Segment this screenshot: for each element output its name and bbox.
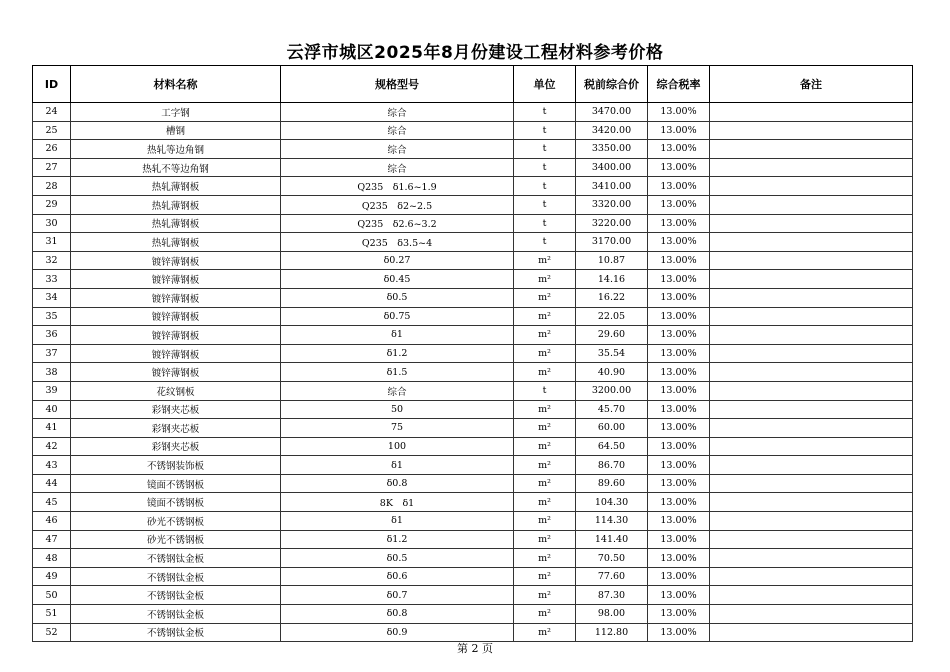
header-pre-tax-price: 税前综合价 [576, 66, 648, 103]
cell-id: 40 [33, 400, 71, 419]
cell-material-name: 镀锌薄钢板 [71, 270, 281, 289]
cell-unit: t [514, 195, 576, 214]
table-row [33, 214, 913, 233]
cell-unit: t [514, 158, 576, 177]
cell-pre-tax-price: 45.70 [576, 400, 648, 419]
cell-id: 52 [33, 623, 71, 642]
cell-spec-model: Q235 δ2~2.5 [281, 195, 514, 214]
cell-tax-rate: 13.00% [648, 456, 710, 475]
cell-spec-model: 75 [281, 419, 514, 438]
cell-unit: m² [514, 363, 576, 382]
cell-id: 35 [33, 307, 71, 326]
cell-pre-tax-price: 16.22 [576, 288, 648, 307]
table-row [33, 288, 913, 307]
cell-remarks [710, 326, 913, 345]
cell-id: 32 [33, 251, 71, 270]
cell-spec-model: Q235 δ3.5~4 [281, 233, 514, 252]
cell-pre-tax-price: 3320.00 [576, 195, 648, 214]
table-row [33, 419, 913, 438]
table-row [33, 307, 913, 326]
table-row [33, 158, 913, 177]
cell-unit: m² [514, 400, 576, 419]
cell-material-name: 热轧薄钢板 [71, 233, 281, 252]
cell-spec-model: Q235 δ2.6~3.2 [281, 214, 514, 233]
cell-id: 43 [33, 456, 71, 475]
cell-pre-tax-price: 64.50 [576, 437, 648, 456]
cell-tax-rate: 13.00% [648, 326, 710, 345]
table-row [33, 103, 913, 122]
cell-pre-tax-price: 14.16 [576, 270, 648, 289]
cell-material-name: 槽钢 [71, 121, 281, 140]
cell-material-name: 彩钢夹芯板 [71, 437, 281, 456]
table-row [33, 195, 913, 214]
table-row [33, 326, 913, 345]
cell-spec-model: Q235 δ1.6~1.9 [281, 177, 514, 196]
cell-pre-tax-price: 89.60 [576, 474, 648, 493]
cell-pre-tax-price: 3220.00 [576, 214, 648, 233]
cell-remarks [710, 605, 913, 624]
cell-spec-model: δ1 [281, 512, 514, 531]
cell-material-name: 热轧不等边角钢 [71, 158, 281, 177]
cell-remarks [710, 103, 913, 122]
cell-unit: m² [514, 586, 576, 605]
cell-tax-rate: 13.00% [648, 270, 710, 289]
cell-material-name: 砂光不锈钢板 [71, 512, 281, 531]
cell-unit: m² [514, 270, 576, 289]
cell-remarks [710, 493, 913, 512]
cell-unit: m² [514, 437, 576, 456]
cell-id: 30 [33, 214, 71, 233]
cell-unit: m² [514, 567, 576, 586]
header-tax-rate: 综合税率 [648, 66, 710, 103]
cell-material-name: 镀锌薄钢板 [71, 363, 281, 382]
page-number: 第 2 页 [457, 642, 493, 655]
cell-tax-rate: 13.00% [648, 605, 710, 624]
cell-id: 27 [33, 158, 71, 177]
cell-tax-rate: 13.00% [648, 158, 710, 177]
cell-pre-tax-price: 40.90 [576, 363, 648, 382]
cell-remarks [710, 195, 913, 214]
table-row [33, 140, 913, 159]
cell-remarks [710, 419, 913, 438]
cell-pre-tax-price: 22.05 [576, 307, 648, 326]
cell-spec-model: 综合 [281, 158, 514, 177]
cell-tax-rate: 13.00% [648, 437, 710, 456]
cell-unit: m² [514, 549, 576, 568]
table-row [33, 493, 913, 512]
header-material-name: 材料名称 [71, 66, 281, 103]
cell-tax-rate: 13.00% [648, 288, 710, 307]
cell-tax-rate: 13.00% [648, 512, 710, 531]
cell-spec-model: 综合 [281, 121, 514, 140]
cell-remarks [710, 251, 913, 270]
cell-material-name: 工字钢 [71, 103, 281, 122]
cell-spec-model: 综合 [281, 103, 514, 122]
cell-unit: m² [514, 512, 576, 531]
cell-material-name: 不锈钢钛金板 [71, 605, 281, 624]
cell-material-name: 镀锌薄钢板 [71, 307, 281, 326]
cell-remarks [710, 456, 913, 475]
table-row [33, 400, 913, 419]
cell-pre-tax-price: 70.50 [576, 549, 648, 568]
cell-material-name: 镀锌薄钢板 [71, 251, 281, 270]
cell-remarks [710, 437, 913, 456]
cell-pre-tax-price: 86.70 [576, 456, 648, 475]
cell-spec-model: δ1 [281, 456, 514, 475]
cell-tax-rate: 13.00% [648, 493, 710, 512]
cell-material-name: 热轧薄钢板 [71, 195, 281, 214]
cell-spec-model: 综合 [281, 140, 514, 159]
cell-spec-model: 8K δ1 [281, 493, 514, 512]
header-id: ID [33, 66, 71, 103]
cell-unit: m² [514, 326, 576, 345]
table-row [33, 605, 913, 624]
cell-id: 25 [33, 121, 71, 140]
cell-remarks [710, 474, 913, 493]
table-row [33, 177, 913, 196]
cell-remarks [710, 381, 913, 400]
cell-pre-tax-price: 29.60 [576, 326, 648, 345]
cell-unit: m² [514, 493, 576, 512]
cell-pre-tax-price: 114.30 [576, 512, 648, 531]
cell-pre-tax-price: 3420.00 [576, 121, 648, 140]
cell-id: 44 [33, 474, 71, 493]
table-row [33, 623, 913, 642]
cell-id: 26 [33, 140, 71, 159]
cell-spec-model: δ0.8 [281, 605, 514, 624]
cell-remarks [710, 307, 913, 326]
cell-material-name: 镀锌薄钢板 [71, 326, 281, 345]
cell-pre-tax-price: 87.30 [576, 586, 648, 605]
cell-unit: t [514, 140, 576, 159]
cell-id: 46 [33, 512, 71, 531]
cell-unit: m² [514, 605, 576, 624]
cell-id: 50 [33, 586, 71, 605]
cell-id: 51 [33, 605, 71, 624]
cell-remarks [710, 288, 913, 307]
cell-material-name: 热轧薄钢板 [71, 214, 281, 233]
cell-spec-model: 50 [281, 400, 514, 419]
cell-pre-tax-price: 3200.00 [576, 381, 648, 400]
cell-unit: m² [514, 419, 576, 438]
table-row [33, 363, 913, 382]
cell-unit: m² [514, 251, 576, 270]
cell-material-name: 不锈钢钛金板 [71, 623, 281, 642]
cell-tax-rate: 13.00% [648, 419, 710, 438]
cell-material-name: 热轧等边角钢 [71, 140, 281, 159]
cell-tax-rate: 13.00% [648, 251, 710, 270]
table-row [33, 381, 913, 400]
cell-id: 45 [33, 493, 71, 512]
cell-remarks [710, 586, 913, 605]
cell-tax-rate: 13.00% [648, 103, 710, 122]
cell-tax-rate: 13.00% [648, 214, 710, 233]
cell-spec-model: δ1.2 [281, 344, 514, 363]
table-row [33, 437, 913, 456]
cell-material-name: 不锈钢钛金板 [71, 549, 281, 568]
cell-pre-tax-price: 3170.00 [576, 233, 648, 252]
cell-unit: t [514, 233, 576, 252]
page-title: 云浮市城区2025年8月份建设工程材料参考价格 [286, 43, 664, 63]
cell-pre-tax-price: 3410.00 [576, 177, 648, 196]
cell-pre-tax-price: 60.00 [576, 419, 648, 438]
table-row [33, 586, 913, 605]
table-row [33, 251, 913, 270]
cell-material-name: 镀锌薄钢板 [71, 344, 281, 363]
cell-remarks [710, 344, 913, 363]
cell-id: 42 [33, 437, 71, 456]
table-row [33, 512, 913, 531]
cell-material-name: 不锈钢钛金板 [71, 586, 281, 605]
header-unit: 单位 [514, 66, 576, 103]
cell-id: 28 [33, 177, 71, 196]
cell-remarks [710, 233, 913, 252]
cell-remarks [710, 363, 913, 382]
cell-id: 24 [33, 103, 71, 122]
cell-spec-model: δ0.27 [281, 251, 514, 270]
cell-unit: t [514, 103, 576, 122]
cell-tax-rate: 13.00% [648, 549, 710, 568]
cell-spec-model: δ1 [281, 326, 514, 345]
cell-id: 49 [33, 567, 71, 586]
cell-remarks [710, 158, 913, 177]
cell-pre-tax-price: 141.40 [576, 530, 648, 549]
cell-pre-tax-price: 112.80 [576, 623, 648, 642]
cell-unit: m² [514, 344, 576, 363]
cell-unit: m² [514, 307, 576, 326]
cell-id: 41 [33, 419, 71, 438]
header-spec-model: 规格型号 [281, 66, 514, 103]
cell-tax-rate: 13.00% [648, 623, 710, 642]
cell-material-name: 彩钢夹芯板 [71, 419, 281, 438]
table-row [33, 270, 913, 289]
table-row [33, 121, 913, 140]
cell-unit: t [514, 381, 576, 400]
cell-id: 38 [33, 363, 71, 382]
cell-unit: m² [514, 288, 576, 307]
cell-id: 33 [33, 270, 71, 289]
cell-material-name: 热轧薄钢板 [71, 177, 281, 196]
cell-spec-model: δ0.6 [281, 567, 514, 586]
cell-remarks [710, 530, 913, 549]
cell-spec-model: δ0.5 [281, 288, 514, 307]
cell-pre-tax-price: 98.00 [576, 605, 648, 624]
table-body [33, 103, 913, 642]
cell-tax-rate: 13.00% [648, 307, 710, 326]
cell-unit: m² [514, 623, 576, 642]
cell-pre-tax-price: 35.54 [576, 344, 648, 363]
cell-unit: m² [514, 456, 576, 475]
cell-tax-rate: 13.00% [648, 381, 710, 400]
cell-id: 37 [33, 344, 71, 363]
cell-id: 48 [33, 549, 71, 568]
cell-spec-model: δ0.7 [281, 586, 514, 605]
cell-tax-rate: 13.00% [648, 474, 710, 493]
cell-tax-rate: 13.00% [648, 586, 710, 605]
cell-material-name: 不锈钢钛金板 [71, 567, 281, 586]
table-row [33, 549, 913, 568]
cell-material-name: 镀锌薄钢板 [71, 288, 281, 307]
cell-material-name: 镜面不锈钢板 [71, 493, 281, 512]
cell-spec-model: δ0.45 [281, 270, 514, 289]
cell-tax-rate: 13.00% [648, 567, 710, 586]
cell-remarks [710, 512, 913, 531]
cell-tax-rate: 13.00% [648, 140, 710, 159]
cell-material-name: 镜面不锈钢板 [71, 474, 281, 493]
cell-id: 29 [33, 195, 71, 214]
cell-unit: m² [514, 474, 576, 493]
table-row [33, 344, 913, 363]
cell-remarks [710, 567, 913, 586]
table-row [33, 456, 913, 475]
cell-tax-rate: 13.00% [648, 121, 710, 140]
table-row [33, 567, 913, 586]
cell-remarks [710, 549, 913, 568]
cell-remarks [710, 623, 913, 642]
cell-remarks [710, 121, 913, 140]
cell-spec-model: δ1.2 [281, 530, 514, 549]
cell-id: 39 [33, 381, 71, 400]
cell-tax-rate: 13.00% [648, 344, 710, 363]
cell-tax-rate: 13.00% [648, 195, 710, 214]
cell-spec-model: δ0.9 [281, 623, 514, 642]
price-table [32, 65, 913, 642]
cell-tax-rate: 13.00% [648, 400, 710, 419]
cell-tax-rate: 13.00% [648, 363, 710, 382]
cell-id: 47 [33, 530, 71, 549]
table-row [33, 233, 913, 252]
cell-pre-tax-price: 10.87 [576, 251, 648, 270]
cell-pre-tax-price: 3400.00 [576, 158, 648, 177]
cell-tax-rate: 13.00% [648, 530, 710, 549]
cell-material-name: 花纹钢板 [71, 381, 281, 400]
cell-unit: t [514, 121, 576, 140]
cell-pre-tax-price: 3350.00 [576, 140, 648, 159]
cell-spec-model: δ0.75 [281, 307, 514, 326]
cell-id: 31 [33, 233, 71, 252]
cell-pre-tax-price: 77.60 [576, 567, 648, 586]
cell-spec-model: δ0.5 [281, 549, 514, 568]
cell-id: 36 [33, 326, 71, 345]
header-row [33, 66, 913, 103]
cell-remarks [710, 270, 913, 289]
cell-unit: m² [514, 530, 576, 549]
cell-pre-tax-price: 104.30 [576, 493, 648, 512]
cell-material-name: 不锈钢装饰板 [71, 456, 281, 475]
cell-spec-model: δ0.8 [281, 474, 514, 493]
cell-material-name: 砂光不锈钢板 [71, 530, 281, 549]
cell-spec-model: δ1.5 [281, 363, 514, 382]
cell-remarks [710, 140, 913, 159]
cell-tax-rate: 13.00% [648, 177, 710, 196]
table-row [33, 530, 913, 549]
cell-remarks [710, 214, 913, 233]
cell-pre-tax-price: 3470.00 [576, 103, 648, 122]
cell-tax-rate: 13.00% [648, 233, 710, 252]
cell-id: 34 [33, 288, 71, 307]
cell-remarks [710, 177, 913, 196]
cell-material-name: 彩钢夹芯板 [71, 400, 281, 419]
cell-unit: t [514, 177, 576, 196]
cell-remarks [710, 400, 913, 419]
cell-spec-model: 100 [281, 437, 514, 456]
cell-unit: t [514, 214, 576, 233]
table-row [33, 474, 913, 493]
cell-spec-model: 综合 [281, 381, 514, 400]
header-remarks: 备注 [710, 66, 913, 103]
